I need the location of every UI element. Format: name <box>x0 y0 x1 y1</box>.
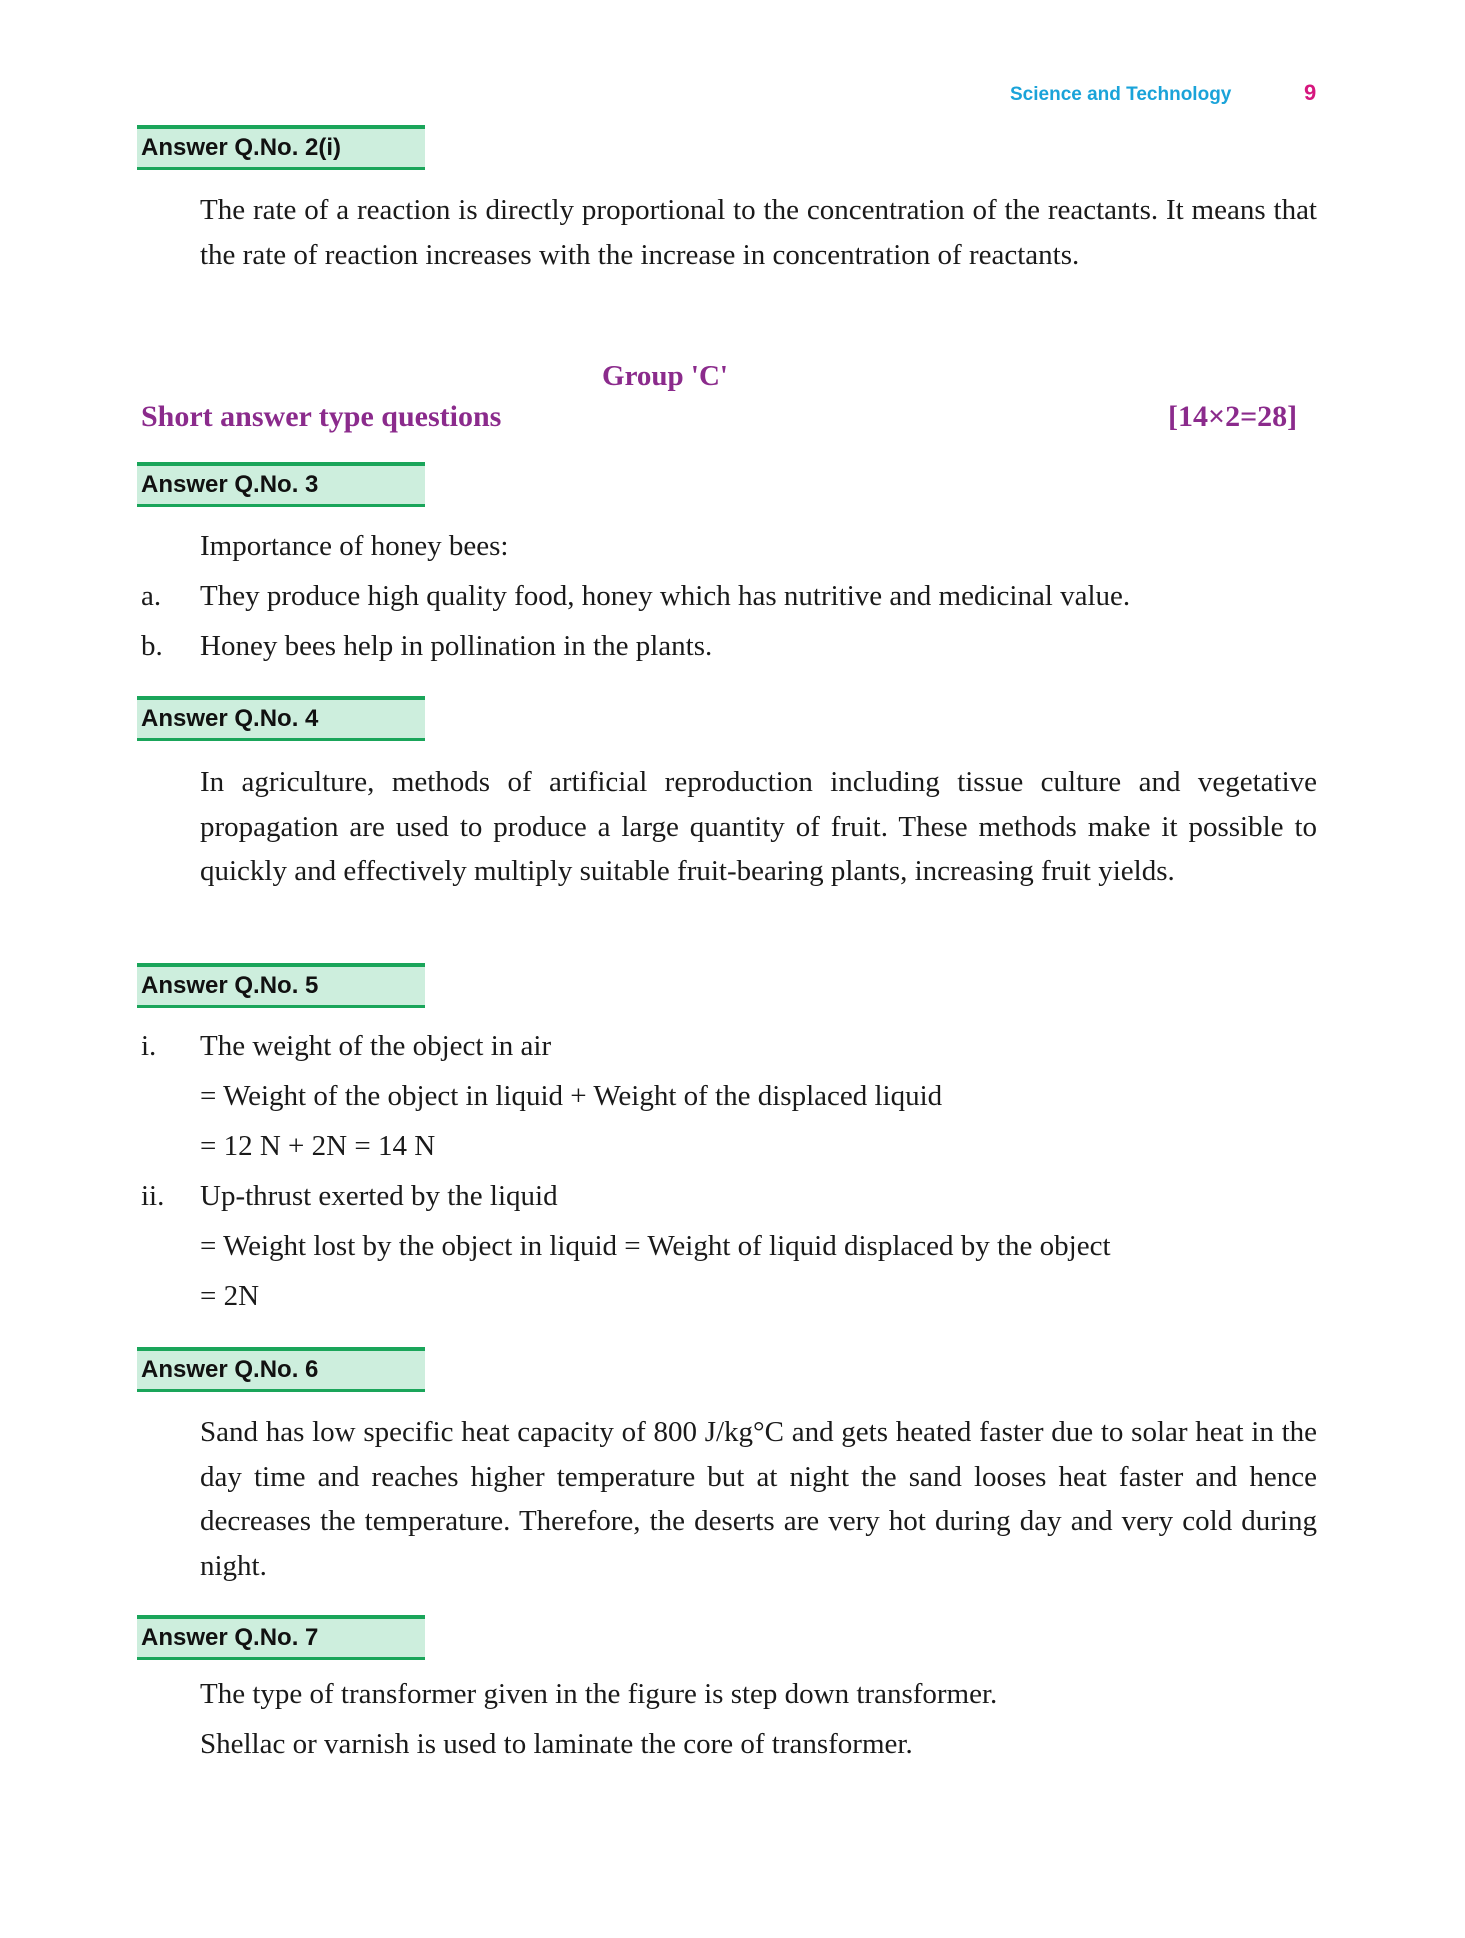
answer-q6-paragraph: Sand has low specific heat capacity of 800 J/kg°C and gets heated faster due to solar heat in the day time and reaches higher temperature but at night the sand looses heat faster and hence decreases the temperature. Therefore, the deserts are very hot during day and very cold during night. <box>200 1416 1317 1582</box>
part-marker: ii. <box>141 1180 165 1212</box>
list-item: Honey bees help in pollination in the plants. <box>200 630 713 662</box>
answer-header-q2i: Answer Q.No. 2(i) <box>137 125 425 170</box>
answer-q3-intro: Importance of honey bees: <box>200 530 509 562</box>
answer-header-q4: Answer Q.No. 4 <box>137 696 425 741</box>
answer-q2i-paragraph: The rate of a reaction is directly proportional to the concentration of the reactants. It means that the rate of reaction increases with the increase in concentration of reactants. <box>200 194 1317 271</box>
answer-header-q5: Answer Q.No. 5 <box>137 963 425 1008</box>
answer-q7-line: The type of transformer given in the figure is step down transformer. <box>200 1678 998 1710</box>
list-item-marker: b. <box>141 630 163 662</box>
calc-step: = 2N <box>200 1280 260 1312</box>
page-number: 9 <box>1304 80 1317 105</box>
group-title: Group 'C' <box>602 360 728 392</box>
calc-step: = Weight lost by the object in liquid = Weight of liquid displaced by the object <box>200 1230 1111 1262</box>
list-item: They produce high quality food, honey which has nutritive and medicinal value. <box>200 580 1131 612</box>
answer-header-q7: Answer Q.No. 7 <box>137 1615 425 1660</box>
answer-header-q3: Answer Q.No. 3 <box>137 462 425 507</box>
part-marker: i. <box>141 1030 157 1062</box>
answer-q7-line: Shellac or varnish is used to laminate the core of transformer. <box>200 1728 913 1760</box>
running-head: Science and Technology <box>1010 84 1232 105</box>
calc-step: = Weight of the object in liquid + Weight of the displaced liquid <box>200 1080 943 1112</box>
answer-header-q6: Answer Q.No. 6 <box>137 1347 425 1392</box>
calc-step: = 12 N + 2N = 14 N <box>200 1130 436 1162</box>
answer-q4-paragraph: In agriculture, methods of artificial reproduction including tissue culture and vegetative propagation are used to produce a large quantity of fruit. These methods make it possible to quickly and effectively multiply suitable fruit-bearing plants, increasing fruit yields. <box>200 766 1317 887</box>
part-text: The weight of the object in air <box>200 1030 552 1062</box>
section-title: Short answer type questions <box>141 400 502 433</box>
section-marks: [14×2=28] <box>1168 400 1298 433</box>
part-text: Up-thrust exerted by the liquid <box>200 1180 558 1212</box>
list-item-marker: a. <box>141 580 162 612</box>
